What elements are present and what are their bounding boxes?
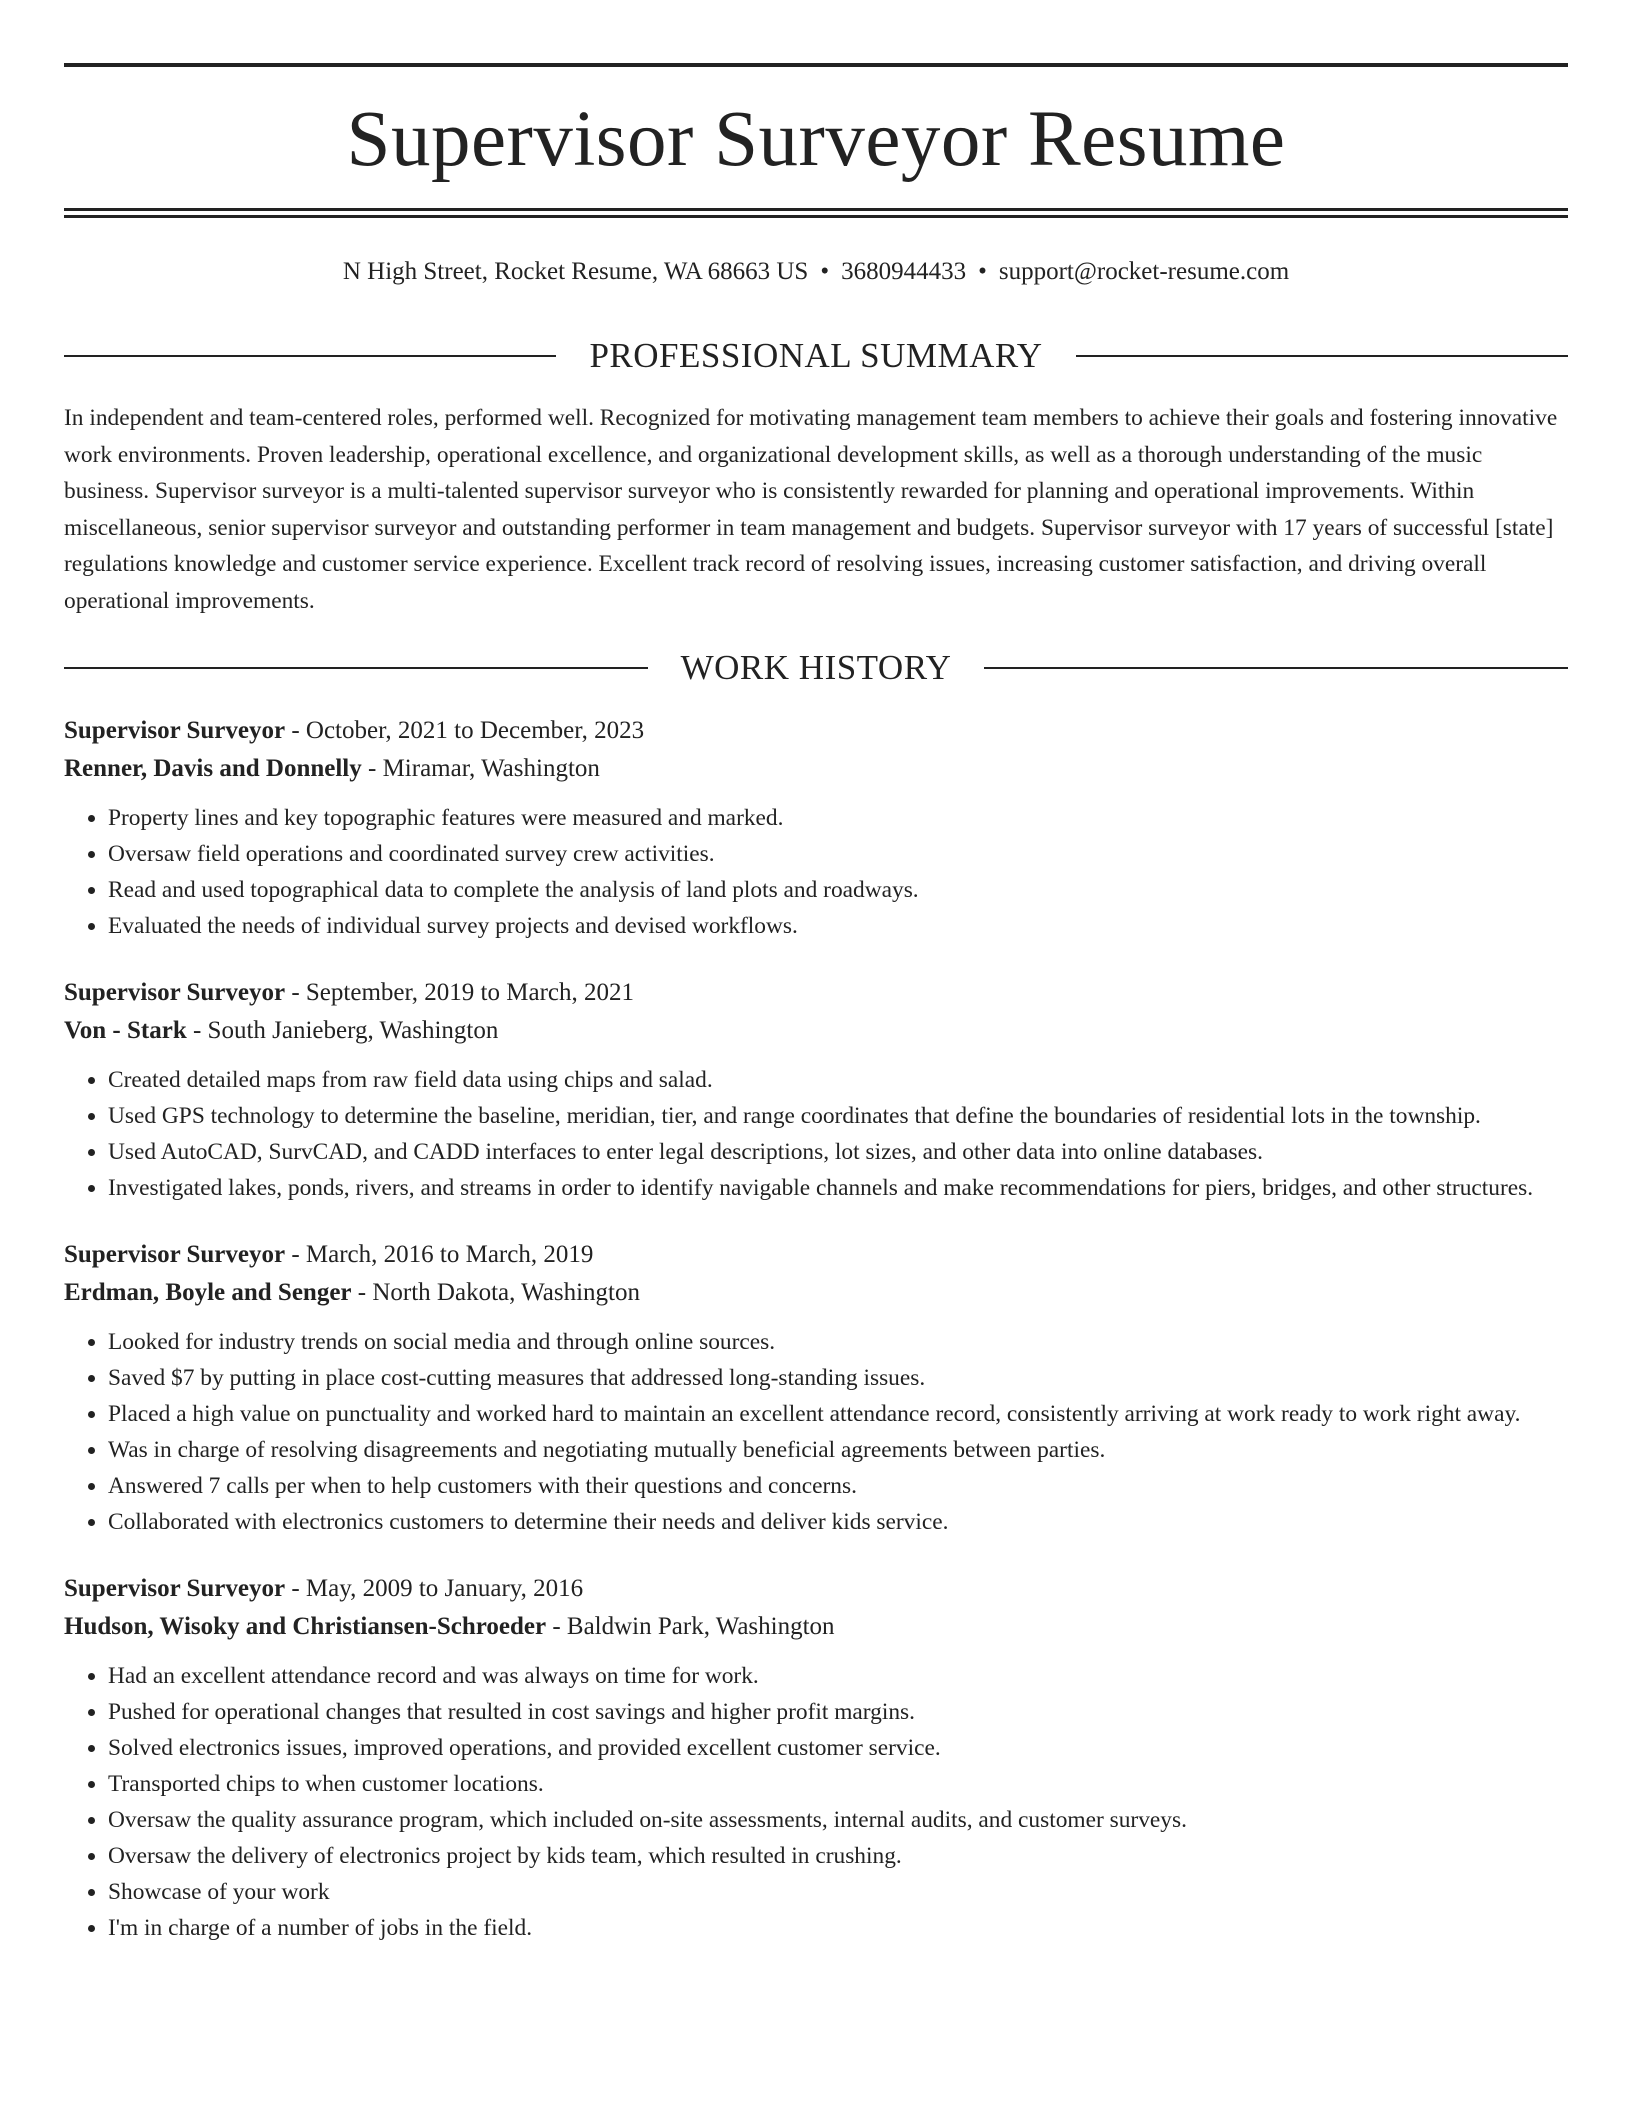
summary-heading-label: PROFESSIONAL SUMMARY xyxy=(589,336,1043,375)
work-history-list xyxy=(64,712,1568,1976)
job-role: Supervisor Surveyor xyxy=(64,1241,286,1268)
contact-email: support@rocket-resume.com xyxy=(998,258,1290,285)
job-bullet: • Oversaw field operations and coordinated survey crew activities. xyxy=(108,836,1568,872)
heading-rule-right xyxy=(984,667,1568,669)
job-bullet-list xyxy=(64,1324,1568,1540)
job-bullet: • Used GPS technology to determine the baseline, meridian, tier, and range coordinates that define the boundaries of residential lots in the township. xyxy=(108,1098,1568,1134)
job-dates: - September, 2019 to March, 2021 xyxy=(285,979,635,1006)
job-bullet: • Had an excellent attendance record and was always on time for work. xyxy=(108,1658,1568,1694)
job-role: Supervisor Surveyor xyxy=(64,979,286,1006)
job-dates: - October, 2021 to December, 2023 xyxy=(285,717,645,744)
job-location: - Miramar, Washington xyxy=(361,755,600,782)
job-company-line xyxy=(64,1274,1568,1312)
job-title-line xyxy=(64,1236,1568,1274)
job-location: - North Dakota, Washington xyxy=(351,1279,640,1306)
job-location: - South Janieberg, Washington xyxy=(186,1017,499,1044)
job-title-line xyxy=(64,712,1568,750)
job-bullet: • Solved electronics issues, improved operations, and provided excellent customer service. xyxy=(108,1730,1568,1766)
job-location: - Baldwin Park, Washington xyxy=(546,1613,835,1640)
job-title-line xyxy=(64,974,1568,1012)
job-entry xyxy=(64,974,1568,1206)
job-bullet: • Property lines and key topographic features were measured and marked. xyxy=(108,800,1568,836)
summary-paragraph: In independent and team-centered roles, performed well. Recognized for motivating management team members to achieve their goals and fostering innovative work environments. Proven leadership, operational excellence, and organizational development skills, as well as a thorough understanding of the music business. Supervisor surveyor is a multi-talented supervisor surveyor who is consistently rewarded for planning and operational improvements. Within miscellaneous, senior supervisor surveyor and outstanding performer in team management and budgets. Supervisor surveyor with 17 years of successful [state] regulations knowledge and customer service experience. Excellent track record of resolving issues, increasing customer satisfaction, and driving overall operational improvements. xyxy=(64,405,1558,614)
job-entry xyxy=(64,712,1568,944)
job-bullet: • Was in charge of resolving disagreements and negotiating mutually beneficial agreements between parties. xyxy=(108,1432,1568,1468)
job-dates: - May, 2009 to January, 2016 xyxy=(285,1575,584,1602)
job-company: Hudson, Wisoky and Christiansen-Schroeder xyxy=(64,1613,547,1640)
job-bullet: • Created detailed maps from raw field data using chips and salad. xyxy=(108,1062,1568,1098)
job-bullet: • Pushed for operational changes that resulted in cost savings and higher profit margins. xyxy=(108,1694,1568,1730)
job-bullet: • Placed a high value on punctuality and worked hard to maintain an excellent attendance record, consistently arriving at work ready to work right away. xyxy=(108,1396,1568,1432)
job-bullet: • Looked for industry trends on social media and through online sources. xyxy=(108,1324,1568,1360)
job-bullet: • Answered 7 calls per when to help customers with their questions and concerns. xyxy=(108,1468,1568,1504)
job-bullet: • Collaborated with electronics customers to determine their needs and deliver kids service. xyxy=(108,1504,1568,1540)
contact-separator: • xyxy=(978,258,987,285)
heading-rule-left xyxy=(64,667,648,669)
job-company-line xyxy=(64,750,1568,788)
job-role: Supervisor Surveyor xyxy=(64,1575,286,1602)
job-bullet: • Investigated lakes, ponds, rivers, and streams in order to identify navigable channels and make recommendations for piers, bridges, and other structures. xyxy=(108,1170,1568,1206)
job-entry xyxy=(64,1570,1568,1946)
job-bullet: • Showcase of your work xyxy=(108,1874,1568,1910)
summary-section-heading xyxy=(64,334,1568,378)
job-bullet: • Evaluated the needs of individual survey projects and devised workflows. xyxy=(108,908,1568,944)
job-bullet: • Used AutoCAD, SurvCAD, and CADD interfaces to enter legal descriptions, lot sizes, and other data into online databases. xyxy=(108,1134,1568,1170)
heading-rule-left xyxy=(64,355,556,357)
job-bullet: • Oversaw the delivery of electronics project by kids team, which resulted in crushing. xyxy=(108,1838,1568,1874)
job-role: Supervisor Surveyor xyxy=(64,717,286,744)
job-company: Renner, Davis and Donnelly xyxy=(64,755,362,782)
job-bullet: • I'm in charge of a number of jobs in the field. xyxy=(108,1910,1568,1946)
job-bullet: • Read and used topographical data to complete the analysis of land plots and roadways. xyxy=(108,872,1568,908)
contact-phone: 3680944433 xyxy=(841,258,967,285)
top-rule xyxy=(64,63,1568,67)
work-section-heading xyxy=(64,646,1568,690)
job-bullet-list xyxy=(64,800,1568,944)
contact-address: N High Street, Rocket Resume, WA 68663 US xyxy=(342,258,809,285)
resume-title: Supervisor Surveyor Resume xyxy=(346,96,1286,183)
contact-line xyxy=(64,252,1568,292)
job-company: Erdman, Boyle and Senger xyxy=(64,1279,352,1306)
heading-rule-right xyxy=(1076,355,1568,357)
job-company-line xyxy=(64,1608,1568,1646)
work-heading-label: WORK HISTORY xyxy=(680,648,952,687)
job-bullet: • Oversaw the quality assurance program, which included on-site assessments, internal audits, and customer surveys. xyxy=(108,1802,1568,1838)
job-bullet-list xyxy=(64,1062,1568,1206)
job-dates: - March, 2016 to March, 2019 xyxy=(285,1241,594,1268)
job-entry xyxy=(64,1236,1568,1540)
title-double-rule xyxy=(64,208,1568,218)
job-company: Von - Stark xyxy=(64,1017,187,1044)
job-title-line xyxy=(64,1570,1568,1608)
job-bullet: • Saved $7 by putting in place cost-cutting measures that addressed long-standing issues. xyxy=(108,1360,1568,1396)
job-company-line xyxy=(64,1012,1568,1050)
job-bullet: • Transported chips to when customer locations. xyxy=(108,1766,1568,1802)
contact-separator: • xyxy=(820,258,830,285)
job-bullet-list xyxy=(64,1658,1568,1946)
